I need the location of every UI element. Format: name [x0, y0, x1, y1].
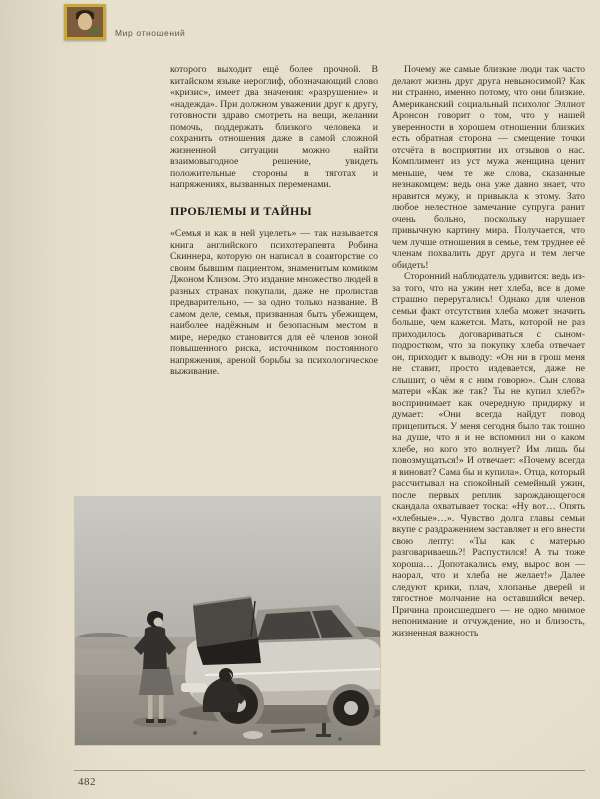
left-paragraph-continuation: которого выходит ещё более прочной. В китайском языке иероглиф, обозначающий слово «кризис», имеет два значения: «разрушение» и «надежда». При должном уважении друг к другу, готовности здраво смотреть на вещи, желании помочь, поддержать близкого человека и сохранить отношения даже в самой сложной жизненной ситуации можно найти взаимовыгодное решение, увидеть положительные стороны в тяготах и напряжениях, вызванных переменами.: [170, 64, 378, 190]
left-paragraph-family-book: «Семья и как в ней уцелеть» — так называется книга английского психотерапевта Робина Скиннера, которую он написал в соавторстве со своим бывшим пациентом, знаменитым комиком Джоном Клизом. Это издание множество людей в разных странах покупали, даже не пролистав предварительно, — за одно только название. В самом деле, семья, призванная быть убежищем, наиболее надёжным и безопасным местом в мире, нередко становится для её членов зоной повышенного риска, источником постоянного напряжения, ареной борьбы за психологическое выживание.: [170, 228, 378, 377]
right-paragraph-bread-quarrel: Сторонний наблюдатель удивится: ведь из-за того, что на ужин нет хлеба, все в доме страшно переругались! Однако для членов семьи факт отсутствия хлеба может значить больше, чем кажется. Мать, которой не раз приходилось договариваться с сыном-подростком, что за покупку хлеба отвечает он, приходит к выводу: «Он ни в грош меня не ставит, просто издевается, даже не слышит, о чём я с ним говорю». Сын слова матери «Как же так? Ты не купил хлеб?» воспринимает как очередную придирку и думает: «Они всегда найдут повод прицепиться. У меня сегодня было так тошно на душе, что я и не вспомнил ни о каком хлебе, но кого это волнует? Им лишь бы повозмущаться!» И отвечает: «Почему всегда я виноват? Сама бы и купила». Отца, который рассчитывал на спокойный семейный ужин, после первых реплик зарождающегося скандала охватывает тоска: «Ну вот… Опять «хлебные»…». Чувство долга главы семьи вкупе с раздражением заставляет и его внести свою лепту: «Ты как с матерью разговариваешь?! Распустился! А ты тоже хороша… Допотакались ему, вырос вон — наорал, что и хлеба не желает!» Далее следуют крики, плач, хлопанье дверей и тягостное молчание на оставшийся вечер. Причина происшедшего — не одно мнимое непонимание и отчуждение, но и близость, жизненная важность: [392, 271, 585, 639]
section-heading: ПРОБЛЕМЫ И ТАЙНЫ: [170, 203, 312, 218]
chapter-title: Мир отношений: [115, 28, 186, 38]
chapter-stamp-icon: [64, 4, 106, 40]
family-car-photo-illustration: [75, 497, 380, 745]
photo-roadside-tire-change: [75, 497, 380, 745]
page-number: 482: [78, 776, 96, 788]
stamp-leaf-detail: [91, 27, 100, 34]
right-paragraph-aronson: Почему же самые близкие люди так часто делают жизнь друг друга невыносимой? Как ни странно, именно потому, что они близкие. Американский социальный психолог Эллиот Аронсон говорит о том, что у нашей уверенности в хорошем отношении близких есть обратная сторона — смещение точки отсчёта в восприятии их отзывов о нас. Комплимент из уст мужа женщина ценит меньше, чем те же слова, сказанные незнакомцем: ведь она уже давно знает, что нравится мужу, и привыкла к этому. Зато любое нелестное замечание супруга ранит очень больно, поскольку нарушает привычную картину мира. Получается, что чем лучше отношения в семье, тем труднее её членам похвалить друг друга и тем легче обидеть!: [392, 64, 585, 271]
stamp-portrait-face: [78, 13, 92, 30]
footer-divider: [74, 770, 585, 771]
left-text-column: [170, 64, 378, 492]
right-text-column: [392, 64, 585, 768]
